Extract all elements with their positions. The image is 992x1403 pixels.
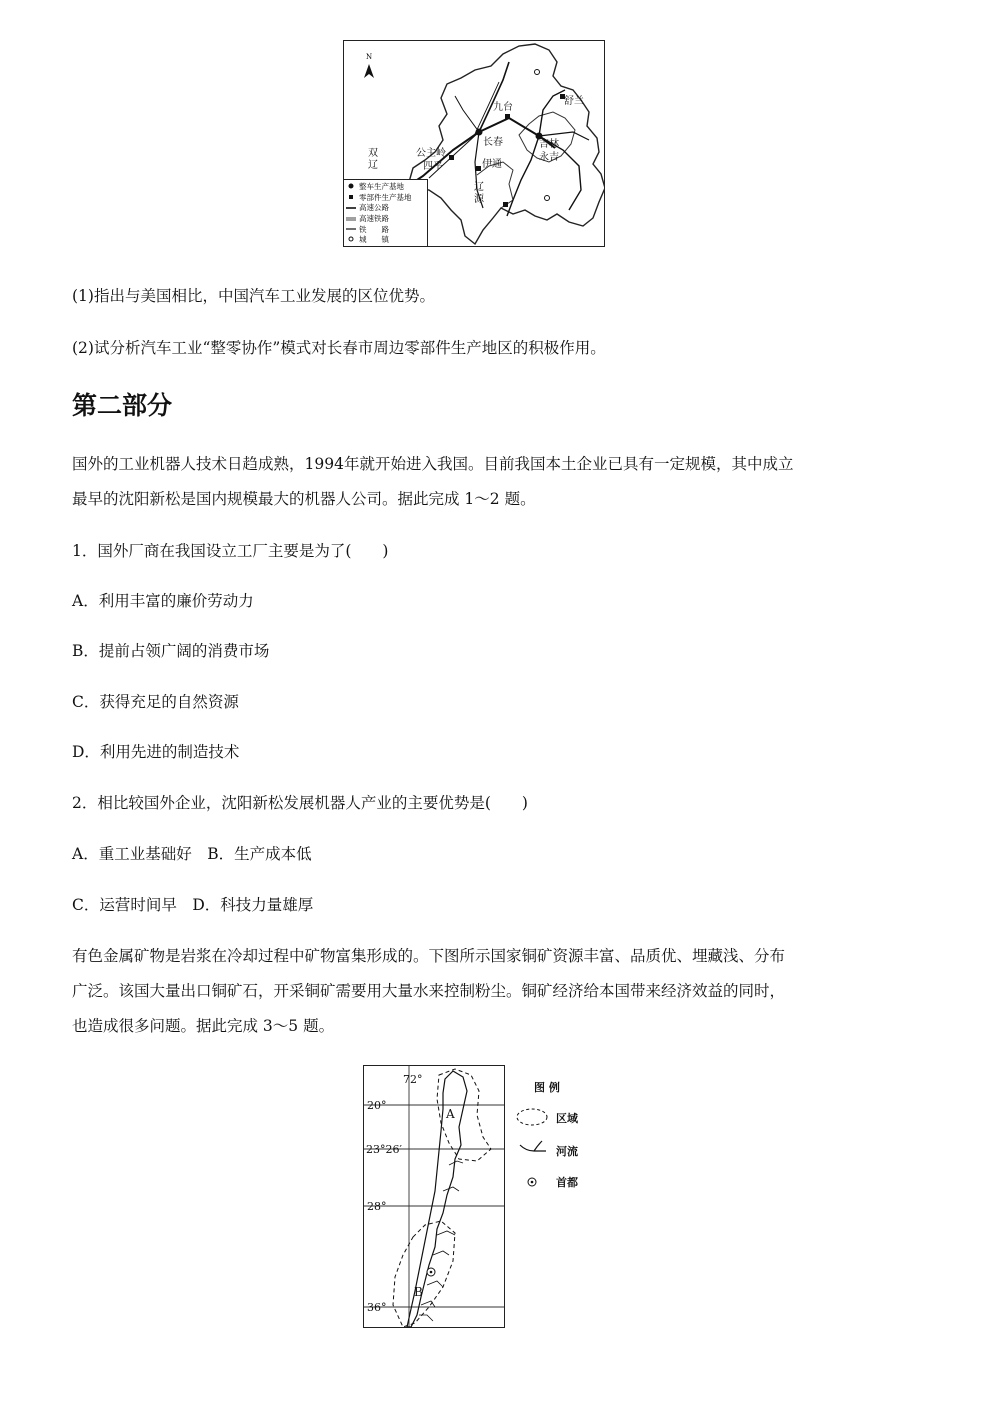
svg-text:高速公路: 高速公路 — [359, 203, 389, 212]
q2-options-line-1: A．重工业基础好 B．生产成本低 — [72, 845, 312, 863]
svg-text:永吉: 永吉 — [539, 152, 559, 163]
copper-country-map — [363, 1065, 505, 1328]
svg-text:河流: 河流 — [556, 1145, 578, 1158]
question-part1-2: (2)试分析汽车工业“整零协作”模式对长春市周边零部件生产地区的积极作用。 — [72, 339, 606, 357]
svg-text:图 例: 图 例 — [534, 1081, 560, 1094]
intro2-line-1: 有色金属矿物是岩浆在冷却过程中矿物富集形成的。下图所示国家铜矿资源丰富、品质优、埋藏浅、分布 — [72, 947, 786, 965]
svg-text:整车生产基地: 整车生产基地 — [359, 182, 404, 191]
svg-text:首都: 首都 — [556, 1176, 578, 1189]
q1-option-b: B．提前占领广阔的消费市场 — [72, 642, 270, 660]
svg-text:辽: 辽 — [474, 182, 484, 193]
lon-label: 72° — [403, 1073, 423, 1086]
q2-stem: 2．相比较国外企业，沈阳新松发展机器人产业的主要优势是( ) — [72, 794, 528, 812]
svg-text:公主岭: 公主岭 — [416, 148, 446, 159]
svg-text:区域: 区域 — [556, 1112, 578, 1125]
question-part1-1: (1)指出与美国相比，中国汽车工业发展的区位优势。 — [72, 287, 435, 305]
copper-map-legend — [512, 1075, 592, 1195]
section-title: 第二部分 — [72, 391, 173, 420]
svg-text:舒兰: 舒兰 — [564, 96, 584, 107]
svg-text:20°: 20° — [367, 1099, 387, 1112]
svg-text:铁 路: 铁 路 — [359, 225, 389, 234]
map1-legend — [344, 180, 428, 247]
region-b-label: B — [414, 1285, 423, 1299]
svg-text:36°: 36° — [367, 1301, 387, 1314]
q1-option-a: A．利用丰富的廉价劳动力 — [72, 592, 254, 610]
intro2-line-3: 也造成很多问题。据此完成 3～5 题。 — [72, 1017, 335, 1035]
river-legend-icon — [520, 1141, 546, 1151]
q1-option-c: C．获得充足的自然资源 — [72, 693, 239, 711]
region-a-label: A — [446, 1107, 455, 1121]
intro2-line-2: 广泛。该国大量出口铜矿石，开采铜矿需要用大量水来控制粉尘。铜矿经济给本国带来经济效益的同时， — [72, 982, 786, 1000]
svg-text:辽: 辽 — [368, 160, 378, 171]
region-legend-icon — [517, 1109, 547, 1125]
q1-option-d: D．利用先进的制造技术 — [72, 743, 240, 761]
svg-text:零部件生产基地: 零部件生产基地 — [359, 193, 412, 202]
svg-text:九台: 九台 — [493, 102, 513, 113]
svg-text:吉林: 吉林 — [539, 139, 559, 150]
svg-text:城 镇: 城 镇 — [359, 235, 389, 244]
intro1-line-1: 国外的工业机器人技术日趋成熟，1994年就开始进入我国。目前我国本土企业已具有一定规模，其中成立 — [72, 455, 794, 473]
svg-text:四平: 四平 — [423, 161, 443, 172]
svg-text:长春: 长春 — [483, 137, 503, 148]
q1-stem: 1．国外厂商在我国设立工厂主要是为了( ) — [72, 542, 389, 560]
svg-text:高速铁路: 高速铁路 — [359, 214, 389, 223]
q2-options-line-2: C．运营时间早 D．科技力量雄厚 — [72, 896, 314, 914]
svg-text:23°26′: 23°26′ — [366, 1143, 402, 1156]
svg-text:28°: 28° — [367, 1200, 387, 1213]
intro1-line-2: 最早的沈阳新松是国内规模最大的机器人公司。据此完成 1～2 题。 — [72, 490, 536, 508]
svg-text:双: 双 — [368, 148, 378, 159]
north-label: N — [366, 53, 373, 61]
jilin-auto-industry-map — [343, 40, 605, 247]
svg-text:源: 源 — [474, 194, 484, 205]
svg-text:伊通: 伊通 — [482, 159, 502, 170]
